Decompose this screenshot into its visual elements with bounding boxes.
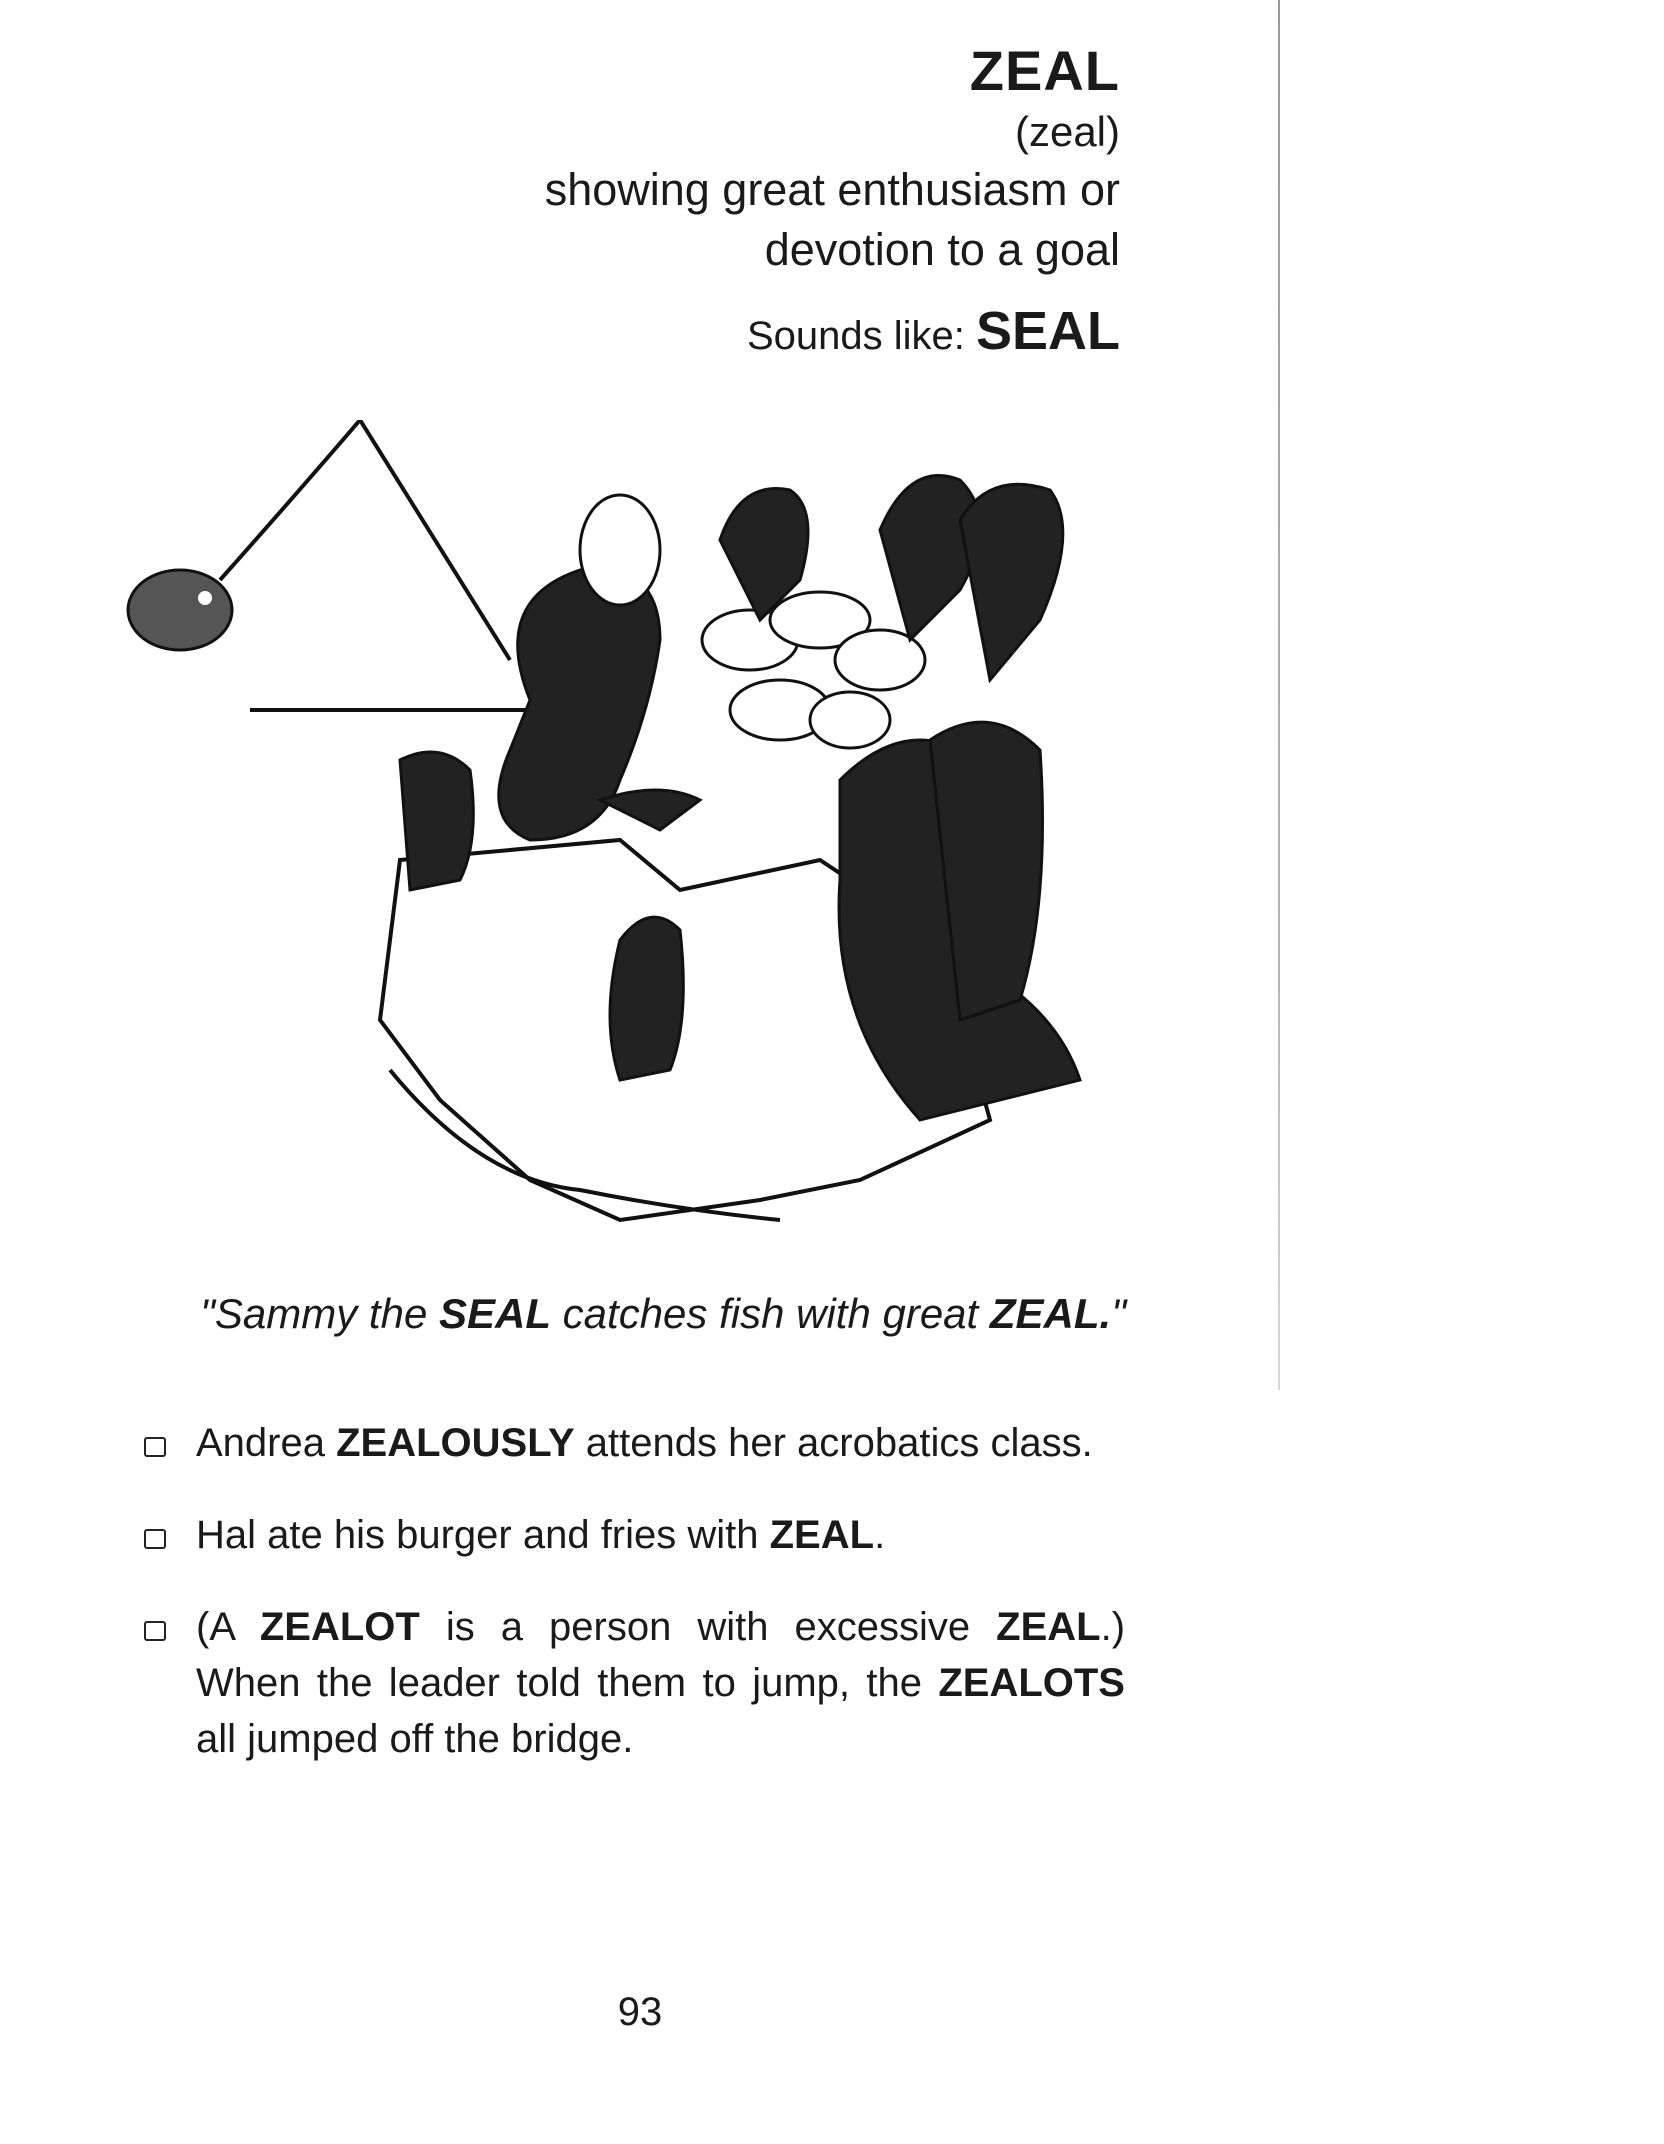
seal [400, 752, 473, 890]
seal [610, 917, 683, 1080]
checkbox-icon [144, 1621, 166, 1641]
sentence-text: .) When the leader told them to jump, the [196, 1605, 1126, 1705]
hooked-fish [128, 570, 232, 650]
illustration-caption [200, 1290, 1127, 1338]
sounds-like-word: SEAL [975, 301, 1120, 361]
vocab-word: ZEAL [969, 39, 1120, 102]
sentence-text: . [874, 1513, 886, 1557]
sentence-text: all jumped off the bridge. [196, 1717, 634, 1761]
sentence-text: Andrea [196, 1421, 337, 1465]
hooked-fish-eye [198, 591, 212, 605]
fishing-rod [220, 420, 510, 660]
fish-pile [702, 592, 925, 748]
definition-line-1: showing great enthusiasm or [544, 164, 1120, 215]
definition [545, 160, 1120, 280]
caption-text: " [1111, 1290, 1127, 1337]
hooked-fish-body [128, 570, 232, 650]
sounds-like [747, 300, 1120, 362]
sounds-like-label: Sounds like: [746, 314, 976, 358]
example-sentence [140, 1599, 1125, 1767]
sentence-bold: ZEAL [996, 1605, 1101, 1649]
caption-bold-zeal: ZEAL. [989, 1290, 1112, 1337]
seal-fishing-cartoon [60, 420, 1200, 1260]
page-number: 93 [617, 1990, 663, 2034]
fish [810, 692, 890, 748]
caption-bold-seal: SEAL [438, 1290, 551, 1337]
sentence-bold: ZEAL [769, 1513, 875, 1557]
sentence-bold: ZEALOUSLY [336, 1421, 575, 1465]
sentence-text: (A [196, 1605, 260, 1649]
seal [960, 484, 1063, 680]
example-sentence [140, 1507, 1125, 1563]
sentence-text: Hal ate his burger and fries with [196, 1513, 770, 1557]
page-edge-divider [1278, 0, 1280, 1390]
caption-text: catches fish with great [551, 1290, 990, 1337]
fishing-seal-head [580, 495, 660, 605]
checkbox-icon [144, 1437, 166, 1457]
pronunciation: (zeal) [1014, 108, 1120, 155]
checkbox-icon [144, 1529, 166, 1549]
seal [880, 476, 980, 640]
sentence-text: is a person with excessive [419, 1605, 997, 1649]
caption-text: "Sammy the [200, 1290, 439, 1337]
rod [360, 420, 510, 660]
sentence-bold: ZEALOTS [938, 1661, 1125, 1705]
sentence-bold: ZEALOT [259, 1605, 420, 1649]
sentence-text: attends her acrobatics class. [574, 1421, 1093, 1465]
fishing-line [220, 420, 360, 580]
fishing-seal [499, 495, 700, 840]
fishing-seal-flipper [600, 790, 700, 830]
definition-line-2: devotion to a goal [764, 224, 1120, 275]
example-sentences [140, 1415, 1125, 1803]
example-sentence [140, 1415, 1125, 1471]
